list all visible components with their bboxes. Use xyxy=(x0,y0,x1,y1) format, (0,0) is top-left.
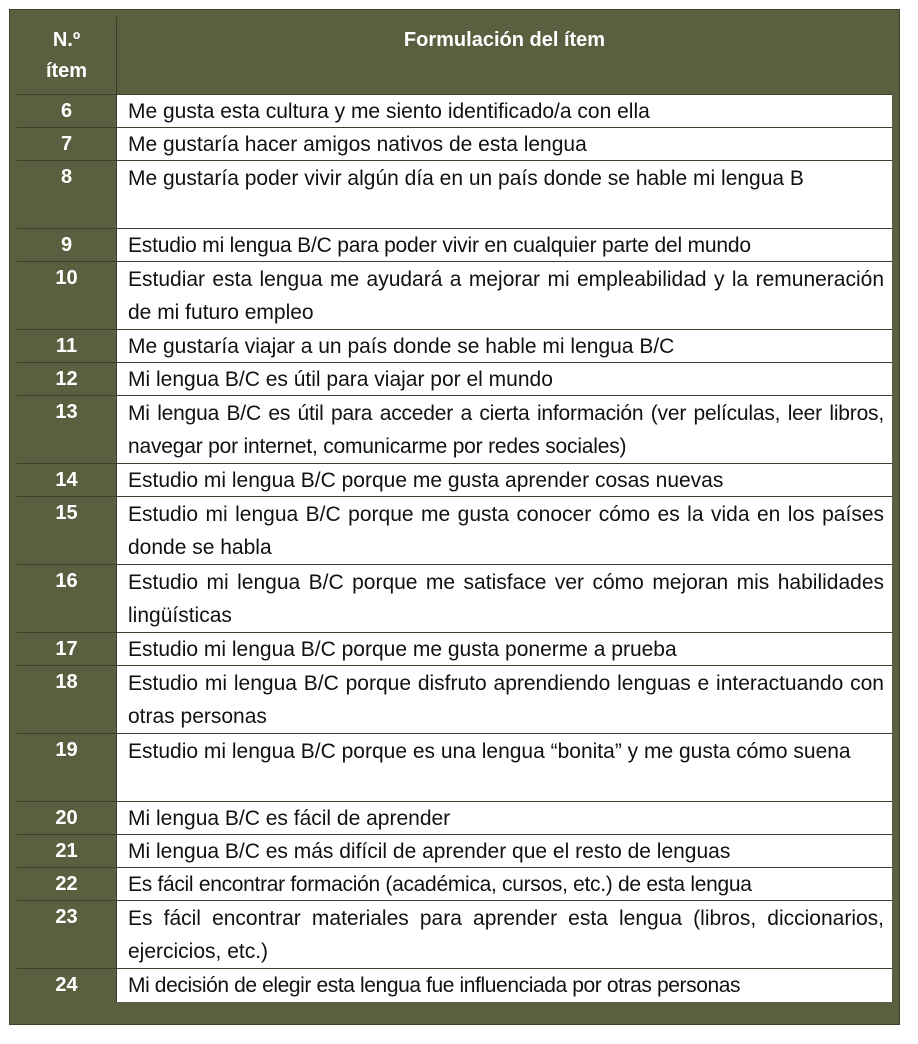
item-number: 12 xyxy=(17,363,117,395)
item-number: 14 xyxy=(17,464,117,496)
table-row xyxy=(17,497,892,565)
table-row xyxy=(17,969,892,1002)
table-row xyxy=(17,330,892,363)
column-header-number xyxy=(17,17,117,94)
table-row xyxy=(17,128,892,161)
item-text: Mi lengua B/C es útil para acceder a cierta información (ver películas, leer libros, navegar por internet, comunicarme por redes sociales) xyxy=(117,396,892,463)
table-row xyxy=(17,229,892,262)
item-number: 15 xyxy=(17,497,117,564)
table-row xyxy=(17,95,892,128)
item-number: 9 xyxy=(17,229,117,261)
table-row xyxy=(17,161,892,229)
item-number: 18 xyxy=(17,666,117,733)
item-text: Es fácil encontrar formación (académica, cursos, etc.) de esta lengua xyxy=(117,868,892,900)
item-number: 22 xyxy=(17,868,117,900)
item-text: Mi lengua B/C es útil para viajar por el mundo xyxy=(117,363,892,395)
item-text: Estudio mi lengua B/C para poder vivir en cualquier parte del mundo xyxy=(117,229,892,261)
item-text: Me gustaría viajar a un país donde se hable mi lengua B/C xyxy=(117,330,892,362)
item-number: 11 xyxy=(17,330,117,362)
item-text: Mi lengua B/C es fácil de aprender xyxy=(117,802,892,834)
item-text: Me gustaría poder vivir algún día en un país donde se hable mi lengua B xyxy=(117,161,892,228)
item-text: Estudio mi lengua B/C porque me gusta ponerme a prueba xyxy=(117,633,892,665)
table-row xyxy=(17,835,892,868)
item-number: 10 xyxy=(17,262,117,329)
item-number: 8 xyxy=(17,161,117,228)
column-header-formulation: Formulación del ítem xyxy=(403,29,606,51)
table-row xyxy=(17,363,892,396)
item-text: Estudio mi lengua B/C porque disfruto aprendiendo lenguas e interactuando con otras personas xyxy=(117,666,892,733)
table-header-row xyxy=(17,17,892,95)
table-row xyxy=(17,396,892,464)
table-row xyxy=(17,802,892,835)
item-text: Estudio mi lengua B/C porque me gusta conocer cómo es la vida en los países donde se habla xyxy=(117,497,892,564)
table-row xyxy=(17,666,892,734)
column-header-number-line1: N.º xyxy=(52,29,81,51)
items-table xyxy=(17,17,892,1002)
table-row xyxy=(17,262,892,330)
table-row xyxy=(17,868,892,901)
item-text: Estudiar esta lengua me ayudará a mejorar mi empleabilidad y la remuneración de mi futuro empleo xyxy=(117,262,892,329)
item-number: 19 xyxy=(17,734,117,801)
table-row xyxy=(17,464,892,497)
item-text: Es fácil encontrar materiales para aprender esta lengua (libros, diccionarios, ejercicios, etc.) xyxy=(117,901,892,968)
items-table-frame xyxy=(9,9,900,1025)
item-number: 20 xyxy=(17,802,117,834)
item-number: 6 xyxy=(17,95,117,127)
item-number: 24 xyxy=(17,969,117,1002)
item-text: Me gusta esta cultura y me siento identificado/a con ella xyxy=(117,95,892,127)
item-number: 23 xyxy=(17,901,117,968)
table-row xyxy=(17,901,892,969)
item-number: 7 xyxy=(17,128,117,160)
item-text: Estudio mi lengua B/C porque me gusta aprender cosas nuevas xyxy=(117,464,892,496)
column-header-number-line2: ítem xyxy=(45,60,88,82)
item-text: Me gustaría hacer amigos nativos de esta lengua xyxy=(117,128,892,160)
item-number: 16 xyxy=(17,565,117,632)
table-row xyxy=(17,633,892,666)
table-row xyxy=(17,565,892,633)
item-number: 17 xyxy=(17,633,117,665)
item-text: Mi lengua B/C es más difícil de aprender que el resto de lenguas xyxy=(117,835,892,867)
item-text: Mi decisión de elegir esta lengua fue influenciada por otras personas xyxy=(117,969,892,1002)
item-text: Estudio mi lengua B/C porque es una lengua “bonita” y me gusta cómo suena xyxy=(117,734,892,801)
item-text: Estudio mi lengua B/C porque me satisface ver cómo mejoran mis habilidades lingüísticas xyxy=(117,565,892,632)
item-number: 13 xyxy=(17,396,117,463)
table-row xyxy=(17,734,892,802)
item-number: 21 xyxy=(17,835,117,867)
